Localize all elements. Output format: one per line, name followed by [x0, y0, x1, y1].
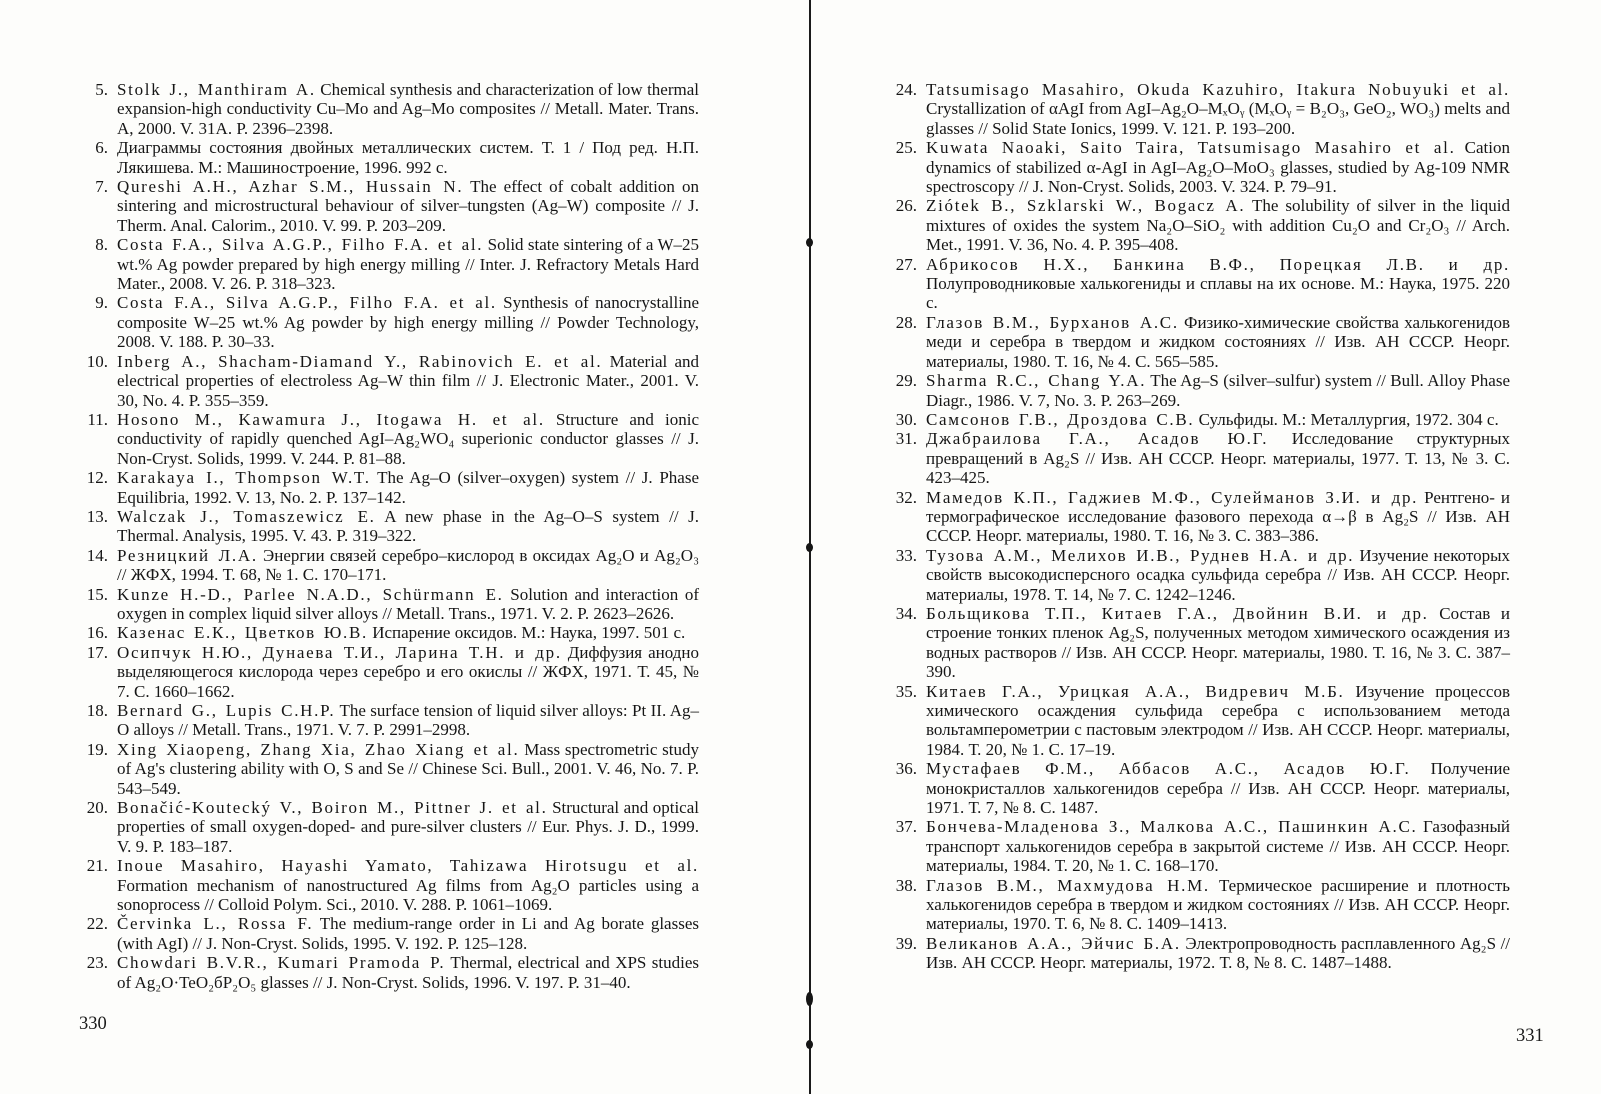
- reference-text: A new phase in the Ag–O–S system // J. Thermal. Analysis, 1995. V. 43. P. 319–322.: [117, 506, 700, 546]
- reference-item: [886, 371, 1510, 410]
- reference-item: [886, 410, 1510, 429]
- reference-item: [886, 934, 1510, 973]
- reference-text: Диффузия анодно выделяющегося кислорода через серебро и его окислы // ЖФХ, 1971. Т. 45, № 7. С. 1660–1662.: [117, 642, 699, 701]
- reference-body: [926, 934, 1510, 973]
- reference-body: [117, 623, 699, 642]
- reference-authors: Bonačić-Koutecký V., Boiron M., Pittner J. et al.: [117, 798, 548, 818]
- reference-number: 9.: [95, 293, 108, 313]
- reference-number: 32.: [895, 487, 917, 507]
- gutter-artifact: [806, 238, 813, 247]
- reference-body: [926, 429, 1510, 487]
- gutter-artifact: [806, 543, 813, 552]
- reference-authors: Costa F.A., Silva A.G.P., Filho F.A. et al.: [117, 293, 497, 313]
- reference-body: [117, 410, 699, 468]
- reference-item: [77, 468, 699, 507]
- reference-body: [926, 138, 1510, 196]
- reference-authors: Джабраилова Г.А., Асадов Ю.Г.: [926, 429, 1269, 449]
- reference-text: Изучение некоторых свойств высокодисперсного осадка сульфида серебра // Изв. АН СССР. Неорг. материалы, 1978. Т. 14, № 7. С. 1242–1246.: [926, 545, 1510, 604]
- reference-item: [77, 798, 699, 856]
- reference-authors: Мустафаев Ф.М., Аббасов А.С., Асадов Ю.Г.: [926, 759, 1411, 779]
- reference-item: [886, 604, 1510, 682]
- reference-body: [926, 759, 1510, 817]
- reference-item: [77, 410, 699, 468]
- reference-authors: Осипчук Н.Ю., Дунаева Т.И., Ларина Т.Н. и др.: [117, 642, 562, 662]
- reference-body: [926, 410, 1510, 429]
- reference-body: [926, 196, 1510, 254]
- reference-text: Synthesis of nanocrystalline composite W–25 wt.% Ag powder by high energy milling // Powder Technology, 2008. V. 188. P. 30–33.: [117, 293, 699, 352]
- reference-authors: Глазов В.М., Бурханов А.С.: [926, 312, 1179, 332]
- reference-number: 18.: [86, 701, 108, 720]
- reference-authors: Costa F.A., Silva A.G.P., Filho F.A. et al.: [117, 235, 484, 255]
- reference-body: [117, 643, 699, 701]
- reference-body: [117, 798, 699, 856]
- reference-text: Энергии связей серебро–кислород в оксидах Ag₂O и Ag₂O₃ // ЖФХ, 1994. Т. 68, № 1. С. 170–171.: [117, 545, 699, 585]
- reference-number: 25.: [895, 138, 917, 158]
- reference-body: [117, 585, 699, 624]
- reference-body: [117, 507, 699, 546]
- reference-authors: Бончева-Младенова З., Малкова А.С., Пашинкин А.С.: [926, 817, 1418, 837]
- reference-list-right: [886, 80, 1510, 973]
- reference-number: 30.: [895, 409, 917, 429]
- reference-body: [926, 80, 1510, 138]
- reference-authors: Tatsumisago Masahiro, Okuda Kazuhiro, Itakura Nobuyuki et al.: [926, 80, 1510, 99]
- right-page: [886, 80, 1510, 973]
- reference-body: [926, 682, 1510, 760]
- reference-authors: Hosono M., Kawamura J., Itogawa H. et al.: [117, 409, 545, 429]
- reference-item: [77, 293, 699, 351]
- reference-body: [926, 546, 1510, 604]
- reference-item: [886, 80, 1510, 138]
- reference-item: [77, 623, 699, 642]
- reference-number: 7.: [95, 177, 108, 197]
- reference-authors: Китаев Г.А., Урицкая А.А., Видревич М.Б.: [926, 681, 1345, 701]
- reference-item: [886, 255, 1510, 313]
- reference-body: [117, 80, 699, 138]
- reference-number: 28.: [895, 312, 917, 332]
- reference-authors: Inberg A., Shacham-Diamand Y., Rabinovich E. et al.: [117, 351, 603, 371]
- reference-body: [926, 817, 1510, 875]
- reference-text: Исследование структурных превращений в Ag₂S // Изв. АН СССР. Неорг. материалы, 1977. Т. 13, № 3. С. 423–425.: [926, 429, 1510, 488]
- reference-authors: Глазов В.М., Махмудова Н.М.: [926, 875, 1210, 895]
- reference-body: [117, 914, 699, 953]
- left-page: [77, 80, 699, 992]
- reference-item: [886, 682, 1510, 760]
- reference-number: 11.: [87, 409, 108, 429]
- reference-number: 37.: [895, 817, 917, 837]
- reference-body: [926, 255, 1510, 313]
- page-number-left: 330: [79, 1014, 107, 1034]
- reference-number: 21.: [86, 856, 108, 876]
- reference-body: [926, 371, 1510, 410]
- reference-item: [77, 177, 699, 235]
- reference-item: [77, 856, 699, 914]
- reference-text: Material and electrical properties of electroless Ag–W thin film // J. Electronic Mater., 2001. V. 30, No. 4. P. 355–359.: [117, 351, 699, 410]
- reference-number: 35.: [895, 681, 917, 701]
- reference-text: Thermal, electrical and XPS studies of Ag₂O·TeO₂бP₂O₅ glasses // J. Non-Cryst. Solids, 1996. V. 197. P. 31–40.: [117, 953, 699, 992]
- reference-number: 22.: [86, 914, 108, 934]
- reference-number: 33.: [895, 545, 917, 565]
- reference-authors: Xing Xiaopeng, Zhang Xia, Zhao Xiang et al.: [117, 739, 520, 759]
- reference-number: 6.: [95, 138, 108, 158]
- reference-item: [77, 953, 699, 992]
- reference-text: Получение монокристаллов халькогенидов серебра // Изв. АН СССР. Неорг. материалы, 1971. Т. 7, № 8. С. 1487.: [926, 759, 1510, 818]
- reference-text: Structure and ionic conductivity of rapidly quenched AgI–Ag₂WO₄ superionic conductor glasses // J. Non-Cryst. Solids, 1999. V. 244. P. 81–88.: [117, 409, 700, 468]
- reference-text: Chemical synthesis and characterization of low thermal expansion-high conductivity Cu–Mo and Ag–Mo composites // Metall. Mater. Trans. A, 2000. V. 31A. P. 2396–2398.: [117, 80, 700, 138]
- page-number-right: 331: [1516, 1026, 1544, 1046]
- reference-text: Рентгено- и термографическое исследование фазового перехода α→β в Ag₂S // Изв. АН СССР. Неорг. материалы, 1980. Т. 16, № 3. С. 383–386.: [926, 487, 1511, 546]
- reference-item: [886, 488, 1510, 546]
- reference-body: [926, 876, 1510, 934]
- reference-number: 31.: [895, 429, 917, 449]
- reference-authors: Великанов А.А., Эйчис Б.А.: [926, 933, 1181, 953]
- reference-item: [77, 352, 699, 410]
- reference-text: Газофазный транспорт халькогенидов серебра в закрытой системе // Изв. АН СССР. Неорг. материалы, 1984. Т. 20, № 1. С. 168–170.: [926, 817, 1510, 876]
- reference-number: 29.: [895, 371, 917, 391]
- reference-number: 34.: [895, 603, 917, 623]
- reference-item: [886, 817, 1510, 875]
- reference-body: [117, 468, 699, 507]
- reference-item: [886, 759, 1510, 817]
- reference-authors: Červinka L., Rossa F.: [117, 914, 314, 934]
- reference-number: 15.: [86, 584, 108, 604]
- reference-text: Crystallization of αAgI from AgI–Ag₂O–MₓOᵧ (MₓOᵧ = B₂O₃, GeO₂, WO₃) melts and glasses // Solid State Ionics, 1999. V. 121. P. 193–200.: [926, 99, 1510, 138]
- reference-number: 13.: [86, 506, 108, 526]
- reference-number: 8.: [95, 235, 108, 255]
- reference-authors: Казенас Е.К., Цветков Ю.В.: [117, 623, 368, 643]
- reference-body: [926, 488, 1510, 546]
- reference-body: [117, 138, 699, 177]
- reference-item: [77, 138, 699, 177]
- reference-text: Состав и строение тонких пленок Ag₂S, полученных методом химического осаждения из водных растворов // Изв. АН СССР. Неорг. материалы, 1980. Т. 16, № 3. С. 387–390.: [926, 603, 1510, 682]
- reference-number: 23.: [86, 953, 108, 973]
- reference-item: [886, 429, 1510, 487]
- reference-text: Cation dynamics of stabilized α-AgI in AgI–Ag₂O–MoO₃ glasses, studied by Ag-109 NMR spectroscopy // J. Non-Cryst. Solids, 2003. V. 324. P. 79–91.: [926, 138, 1510, 197]
- reference-authors: Karakaya I., Thompson W.T.: [117, 468, 371, 488]
- reference-text: Диаграммы состояния двойных металлических систем. Т. 1 / Под ред. Н.П. Лякишева. М.: Машиностроение, 1996. 992 с.: [117, 138, 699, 177]
- reference-body: [117, 856, 699, 914]
- reference-authors: Sharma R.C., Chang Y.A.: [926, 371, 1147, 391]
- reference-body: [117, 546, 699, 585]
- reference-item: [77, 701, 699, 740]
- reference-text: Полупроводниковые халькогениды и сплавы на их основе. М.: Наука, 1975. 220 с.: [926, 274, 1510, 313]
- gutter-artifact: [806, 1040, 813, 1049]
- reference-text: The effect of cobalt addition on sintering and microstructural behaviour of silver–tungsten (Ag–W) composite // J. Therm. Anal. Calorim., 2010. V. 99. P. 203–209.: [117, 177, 699, 235]
- reference-number: 19.: [86, 739, 108, 759]
- reference-text: Физико-химические свойства халькогенидов меди и серебра в твердом и жидком состояниях // Изв. АН СССР. Неорг. материалы, 1980. Т. 16, № 4. С. 565–585.: [926, 312, 1510, 371]
- reference-authors: Ziótek B., Szklarski W., Bogacz A.: [926, 196, 1246, 216]
- reference-authors: Chowdari B.V.R., Kumari Pramoda P.: [117, 953, 446, 973]
- reference-item: [886, 876, 1510, 934]
- reference-text: Испарение оксидов. М.: Наука, 1997. 501 с.: [372, 623, 686, 643]
- reference-text: Structural and optical properties of small oxygen-doped- and pure-silver clusters // Eur. Phys. J. D., 1999. V. 9. P. 183–187.: [117, 798, 699, 856]
- reference-authors: Абрикосов Н.Х., Банкина В.Ф., Порецкая Л.В. и др.: [926, 254, 1510, 274]
- gutter-artifact: [806, 992, 813, 1006]
- reference-body: [117, 352, 699, 410]
- reference-text: Изучение процессов химического осаждения сульфида серебра с использованием метода вольтамперометрии с пастовым электродом // Изв. АН СССР. Неорг. материалы, 1984. Т. 20, № 1. С. 17–19.: [926, 681, 1510, 759]
- reference-authors: Мамедов К.П., Гаджиев М.Ф., Сулейманов З.И. и др.: [926, 487, 1419, 507]
- reference-body: [117, 293, 699, 351]
- reference-number: 10.: [86, 351, 108, 371]
- reference-text: The surface tension of liquid silver alloys: Pt II. Ag–O alloys // Metall. Trans., 1971. V. 7. P. 2991–2998.: [117, 701, 699, 740]
- reference-number: 38.: [895, 875, 917, 895]
- reference-body: [117, 740, 699, 798]
- reference-item: [886, 546, 1510, 604]
- reference-text: Formation mechanism of nanostructured Ag films from Ag₂O particles using a sonoprocess // Colloid Polym. Sci., 2010. V. 288. P. 1061–1069.: [117, 875, 699, 915]
- reference-body: [117, 701, 699, 740]
- reference-item: [886, 138, 1510, 196]
- reference-item: [77, 643, 699, 701]
- reference-authors: Больщикова Т.П., Китаев Г.А., Двойнин В.И. и др.: [926, 603, 1429, 623]
- reference-text: The Ag–S (silver–sulfur) system // Bull. Alloy Phase Diagr., 1986. V. 7, No. 3. P. 263–269.: [926, 371, 1510, 410]
- reference-text: Термическое расширение и плотность халькогенидов серебра в твердом и жидком состояниях // Изв. АН СССР. Неорг. материалы, 1970. Т. 6, № 8. С. 1409–1413.: [926, 875, 1510, 934]
- reference-item: [77, 80, 699, 138]
- reference-number: 12.: [86, 468, 108, 488]
- reference-number: 39.: [895, 933, 917, 953]
- reference-item: [77, 740, 699, 798]
- reference-number: 24.: [895, 80, 917, 99]
- reference-authors: Kunze H.-D., Parlee N.A.D., Schürmann E.: [117, 584, 504, 604]
- reference-list-left: [77, 80, 699, 992]
- reference-item: [77, 546, 699, 585]
- reference-text: Электропроводность расплавленного Ag₂S // Изв. АН СССР. Неорг. материалы, 1972. Т. 8, № 8. С. 1487–1488.: [926, 933, 1511, 973]
- reference-text: Solid state sintering of a W–25 wt.% Ag powder prepared by high energy milling // Inter. J. Refractory Metals Hard Mater., 2008. V. 26. P. 318–323.: [117, 235, 699, 294]
- reference-body: [926, 313, 1510, 371]
- reference-authors: Inoue Masahiro, Hayashi Yamato, Tahizawa Hirotsugu et al.: [117, 856, 699, 876]
- reference-authors: Kuwata Naoaki, Saito Taira, Tatsumisago Masahiro et al.: [926, 138, 1456, 158]
- reference-body: [117, 953, 699, 992]
- reference-authors: Тузова А.М., Мелихов И.В., Руднев Н.А. и др.: [926, 545, 1355, 565]
- reference-text: The medium-range order in Li and Ag borate glasses (with AgI) // J. Non-Cryst. Solids, 1995. V. 192. P. 125–128.: [117, 914, 699, 953]
- reference-authors: Stolk J., Manthiram A.: [117, 80, 316, 99]
- reference-item: [77, 585, 699, 624]
- reference-body: [117, 235, 699, 293]
- reference-item: [77, 507, 699, 546]
- reference-authors: Bernard G., Lupis C.H.P.: [117, 701, 336, 720]
- reference-item: [886, 196, 1510, 254]
- reference-number: 27.: [895, 254, 917, 274]
- reference-number: 36.: [895, 759, 917, 779]
- reference-text: Сульфиды. М.: Металлургия, 1972. 304 с.: [1198, 409, 1499, 429]
- reference-body: [117, 177, 699, 235]
- reference-number: 17.: [86, 642, 108, 662]
- reference-number: 16.: [86, 623, 108, 643]
- reference-number: 26.: [895, 196, 917, 216]
- reference-number: 20.: [86, 798, 108, 818]
- reference-text: Solution and interaction of oxygen in complex liquid silver alloys // Metall. Trans., 1971. V. 2. P. 2623–2626.: [117, 584, 700, 623]
- reference-authors: Walczak J., Tomaszewicz E.: [117, 506, 376, 526]
- reference-text: The Ag–O (silver–oxygen) system // J. Phase Equilibria, 1992. V. 13, No. 2. P. 137–142.: [117, 468, 699, 507]
- reference-authors: Резницкий Л.А.: [117, 545, 258, 565]
- reference-item: [77, 914, 699, 953]
- reference-text: The solubility of silver in the liquid mixtures of oxides the system Na₂O–SiO₂ with addition Cu₂O and Cr₂O₃ // Arch. Met., 1991. V. 36, No. 4. P. 395–408.: [926, 196, 1510, 255]
- reference-text: Mass spectrometric study of Ag's clustering ability with O, S and Se // Chinese Sci. Bull., 2001. V. 46, No. 7. P. 543–549.: [117, 739, 699, 798]
- reference-item: [886, 313, 1510, 371]
- reference-authors: Qureshi A.H., Azhar S.M., Hussain N.: [117, 177, 464, 197]
- reference-item: [77, 235, 699, 293]
- reference-number: 14.: [86, 545, 108, 565]
- reference-body: [926, 604, 1510, 682]
- reference-authors: Самсонов Г.В., Дроздова С.В.: [926, 409, 1195, 429]
- reference-number: 5.: [95, 80, 108, 99]
